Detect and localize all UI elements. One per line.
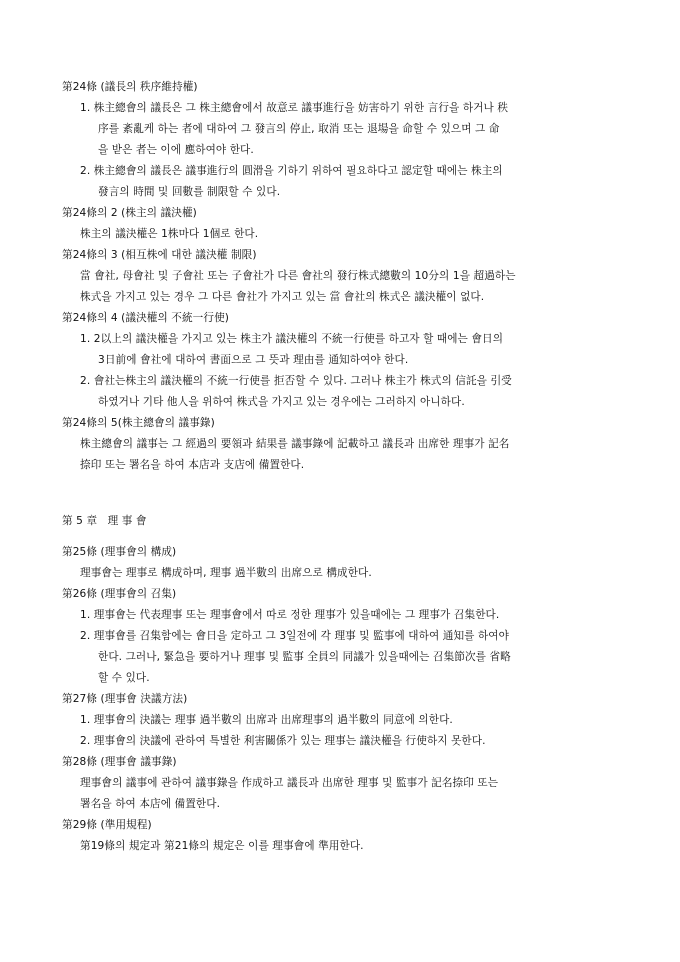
article-27-item-2-line-1: 2. 理事會의 決議에 관하여 특별한 利害關係가 있는 理事는 議決權을 行使하지 못한다. [80, 735, 486, 747]
article-24-2-body: 株主의 議決權은 1株마다 1個로 한다. [80, 228, 259, 240]
article-24-3-body-line-1: 當 會社, 母會社 및 子會社 또는 子會社가 다른 會社의 發行株式總數의 10分의 1을 超過하는 [80, 270, 516, 282]
article-24-item-1-line-2: 序를 紊亂케 하는 者에 대하여 그 發言의 停止, 取消 또는 退場을 命할 수 있으며 그 命 [98, 123, 500, 135]
article-26-heading: 第26條 (理事會의 召集) [62, 588, 177, 600]
article-28-body-line-1: 理事會의 議事에 관하여 議事錄을 作成하고 議長과 出席한 理事 및 監事가 記名捺印 또는 [80, 777, 499, 789]
article-24-5-body-line-1: 株主總會의 議事는 그 經過의 要領과 結果를 議事錄에 記載하고 議長과 出席한 理事가 記名 [80, 438, 510, 450]
chapter-5-heading: 第 5 章 理 事 會 [62, 515, 147, 527]
article-24-4-item-2-line-1: 2. 會社는株主의 議決權의 不統一行使를 拒否할 수 있다. 그러나 株主가 株式의 信託을 引受 [80, 375, 512, 387]
article-28-body-line-2: 署名을 하여 本店에 備置한다. [80, 798, 221, 810]
article-27-item-1-line-1: 1. 理事會의 決議는 理事 過半數의 出席과 出席理事의 過半數의 同意에 의한다. [80, 714, 453, 726]
article-24-2-heading: 第24條의 2 (株主의 議決權) [62, 207, 197, 219]
article-24-3-body-line-2: 株式을 가지고 있는 경우 그 다른 會社가 가지고 있는 當 會社의 株式은 議決權이 없다. [80, 291, 485, 303]
article-27-heading: 第27條 (理事會 決議方法) [62, 693, 188, 705]
article-24-4-heading: 第24條의 4 (議決權의 不統一行使) [62, 312, 229, 324]
article-24-item-1-line-3: 을 받은 者는 이에 應하여야 한다. [98, 144, 254, 156]
article-24-heading: 第24條 (議長의 秩序維持權) [62, 81, 198, 93]
article-26-item-2-line-3: 할 수 있다. [98, 672, 150, 684]
article-29-heading: 第29條 (準用規程) [62, 819, 152, 831]
article-24-5-body-line-2: 捺印 또는 署名을 하여 本店과 支店에 備置한다. [80, 459, 305, 471]
article-24-5-heading: 第24條의 5(株主總會의 議事錄) [62, 417, 215, 429]
article-29-body: 第19條의 規定과 第21條의 規定은 이를 理事會에 準用한다. [80, 840, 364, 852]
article-26-item-1-line-1: 1. 理事會는 代表理事 또는 理事會에서 따로 정한 理事가 있을때에는 그 理事가 召集한다. [80, 609, 500, 621]
article-24-4-item-1-line-2: 3日前에 會社에 대하여 書面으로 그 뜻과 理由를 通知하여야 한다. [98, 354, 409, 366]
article-26-item-2-line-2: 한다. 그러나, 緊急을 要하거나 理事 및 監事 全員의 同議가 있을때에는 召集節次를 省略 [98, 651, 511, 663]
article-28-heading: 第28條 (理事會 議事錄) [62, 756, 177, 768]
article-26-item-2-line-1: 2. 理事會를 召集함에는 會日을 定하고 그 3일전에 각 理事 및 監事에 대하여 通知를 하여야 [80, 630, 509, 642]
article-24-4-item-2-line-2: 하였거나 기타 他人을 위하여 株式을 가지고 있는 경우에는 그러하지 아니하다. [98, 396, 465, 408]
article-24-3-heading: 第24條의 3 (相互株에 대한 議決權 制限) [62, 249, 257, 261]
article-24-item-1-line-1: 1. 株主總會의 議長은 그 株主總會에서 故意로 議事進行을 妨害하기 위한 言行을 하거나 秩 [80, 102, 509, 114]
article-24-4-item-1-line-1: 1. 2以上의 議決權을 가지고 있는 株主가 議決權의 不統一行使를 하고자 할 때에는 會日의 [80, 333, 504, 345]
article-25-heading: 第25條 (理事會의 構成) [62, 546, 177, 558]
article-24-item-2-line-1: 2. 株主總會의 議長은 議事進行의 圓滑을 기하기 위하여 필요하다고 認定할 때에는 株主의 [80, 165, 503, 177]
article-25-body: 理事會는 理事로 構成하며, 理事 過半數의 出席으로 構成한다. [80, 567, 372, 579]
article-24-item-2-line-2: 發言의 時間 및 回數를 制限할 수 있다. [98, 186, 281, 198]
